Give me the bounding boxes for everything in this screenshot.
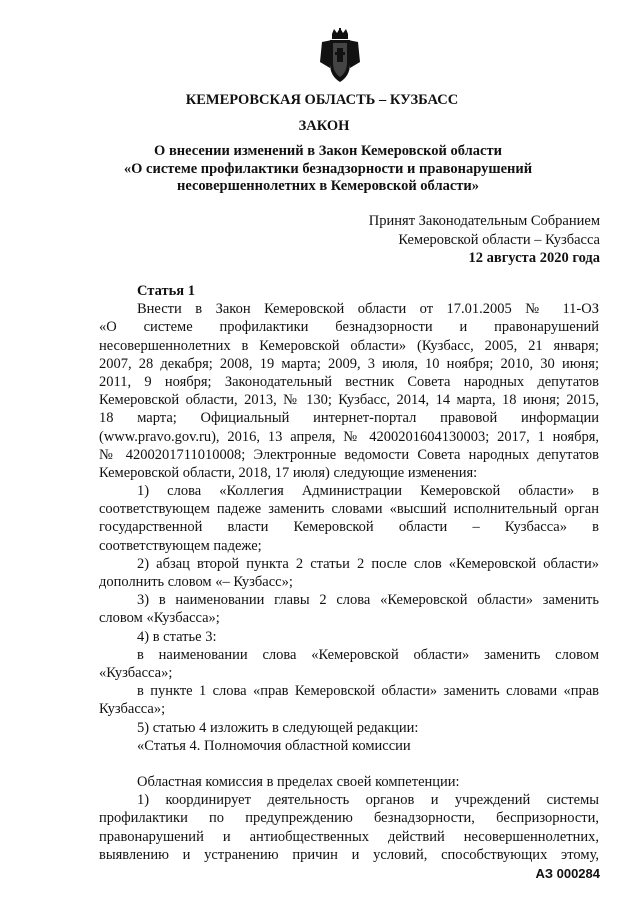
body-line: 2011, 9 ноября; Законодательный вестник Совета народных депутатов (99, 373, 599, 390)
body-line: словом «Кузбасса»; (99, 610, 220, 627)
body-line: дополнить словом «– Кузбасс»; (99, 574, 293, 590)
article-body (99, 282, 599, 864)
body-line: «Кузбасса»; (99, 664, 173, 681)
body-line: соответствующем падеже заменить словами «высший исполнительный орган (99, 501, 599, 518)
body-line: государственной власти Кемеровской области – Кузбасса» в (99, 519, 599, 536)
body-line: Кемеровской области, 2013, № 130; Кузбасс, 2014, 14 марта, 18 июня; 2015, (99, 392, 599, 409)
region-heading: КЕМЕРОВСКАЯ ОБЛАСТЬ – КУЗБАСС (185, 92, 459, 108)
body-line: Кемеровской области, 2018, 17 июля) следующие изменения: (99, 464, 478, 481)
adoption-line: Принят Законодательным Собранием (368, 213, 600, 229)
body-line: 18 марта; Официальный интернет-портал правовой информации (99, 410, 599, 427)
document-type-heading: ЗАКОН (298, 118, 350, 134)
paragraph-gap (99, 755, 599, 773)
body-line: несовершеннолетних в Кемеровской области» (Кузбасс, 2005, 21 января; (99, 337, 599, 354)
adoption-date: 12 августа 2020 года (468, 250, 600, 266)
body-line: выявлению и устранению причин и условий, способствующих этому, (99, 846, 599, 863)
body-line: 1) координирует деятельность органов и учреждений системы (137, 792, 599, 809)
body-line: Областная комиссия в пределах своей компетенции: (137, 774, 460, 791)
body-line: профилактики по предупреждению безнадзорности, беспризорности, (99, 810, 599, 827)
body-line: в наименовании слова «Кемеровской области» заменить словом (137, 646, 599, 663)
body-line: Внести в Закон Кемеровской области от 17.01.2005 № 11-ОЗ (137, 301, 599, 318)
body-line: 4) в статье 3: (137, 628, 217, 645)
body-line: 2) абзац второй пункта 2 статьи 2 после слов «Кемеровской области» (137, 555, 599, 572)
body-line: 2007, 28 декабря; 2008, 19 марта; 2009, 3 июля, 10 ноября; 2010, 30 июня; (99, 355, 599, 372)
body-line: в пункте 1 слова «прав Кемеровской области» заменить словами «прав (137, 683, 599, 700)
body-line: «Статья 4. Полномочия областной комиссии (137, 737, 411, 754)
body-line: Кузбасса»; (99, 701, 166, 718)
body-line: 1) слова «Коллегия Администрации Кемеровской области» в (137, 483, 599, 500)
body-line: соответствующем падеже; (99, 537, 262, 554)
law-title-line: несовершеннолетних в Кемеровской области» (177, 178, 479, 194)
law-title-line: «О системе профилактики безнадзорности и правонарушений (123, 160, 533, 177)
article-heading: Статья 1 (137, 283, 195, 299)
body-line: (www.pravo.gov.ru), 2016, 13 апреля, № 4200201604130003; 2017, 1 ноября, (99, 428, 599, 445)
law-title-line: О внесении изменений в Закон Кемеровской области (154, 143, 502, 159)
body-line: правонарушений и антиобщественных действий несовершеннолетних, (99, 828, 599, 845)
body-line: 5) статью 4 изложить в следующей редакции: (137, 719, 419, 736)
body-line: 3) в наименовании главы 2 слова «Кемеровской области» заменить (137, 592, 599, 609)
adoption-line: Кемеровской области – Кузбасса (398, 231, 600, 248)
adoption-block (369, 212, 600, 268)
coat-of-arms-emblem (318, 28, 362, 84)
law-title (8, 143, 640, 196)
body-line: «О системе профилактики безнадзорности и правонарушений (99, 319, 599, 336)
form-number-stamp: АЗ 000284 (535, 866, 600, 881)
body-line: № 4200201711010008; Электронные ведомости Совета народных депутатов (99, 446, 599, 463)
